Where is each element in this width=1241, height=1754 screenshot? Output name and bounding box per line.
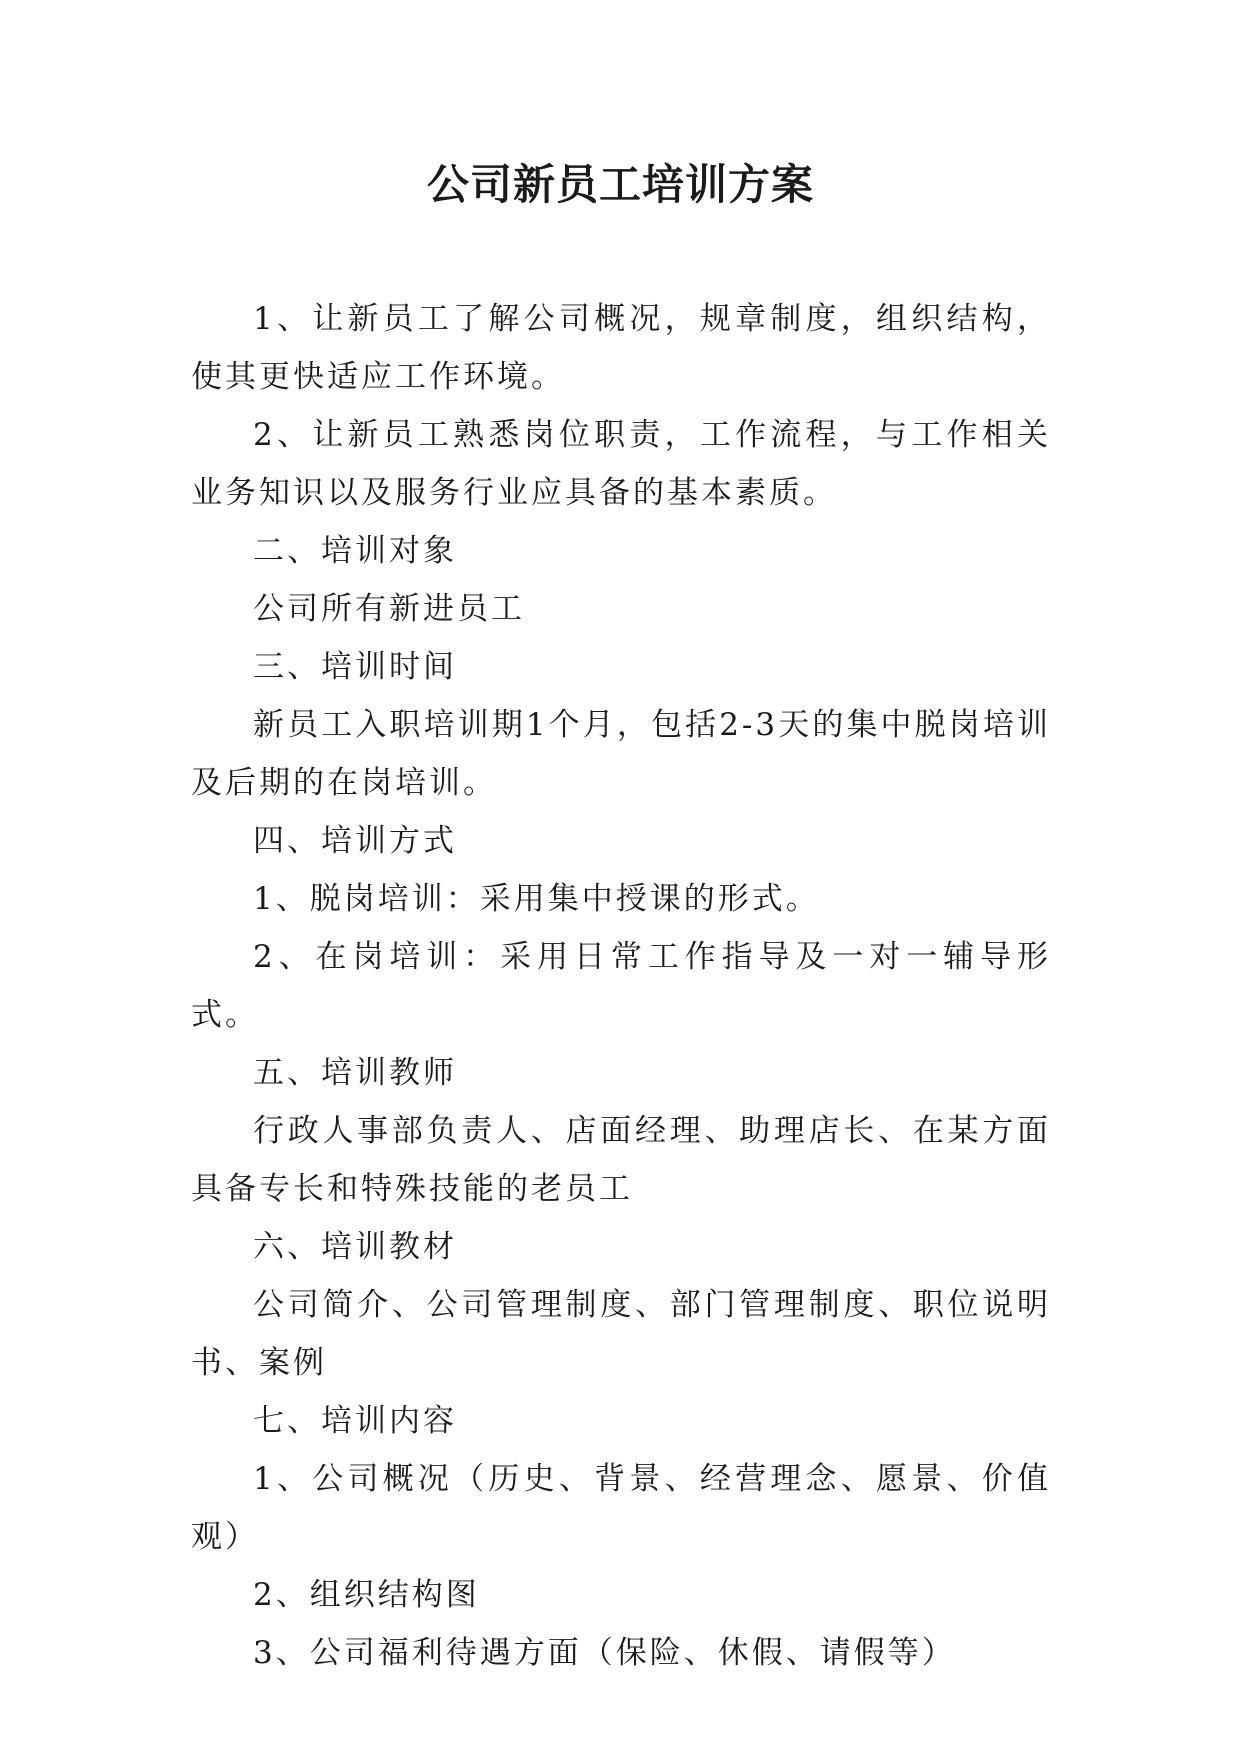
- paragraph-method-1: 1、脱岗培训：采用集中授课的形式。: [253, 881, 820, 917]
- paragraph-content-1: 1、公司概况（历史、背景、经营理念、愿景、价值观）: [191, 1461, 1051, 1555]
- paragraph-audience: 公司所有新进员工: [253, 591, 525, 627]
- paragraph-goal-1: 1、让新员工了解公司概况，规章制度，组织结构，使其更快适应工作环境。: [191, 301, 1051, 395]
- paragraph-content-2: 2、组织结构图: [253, 1577, 480, 1613]
- section-heading-teachers: 五、培训教师: [253, 1055, 457, 1091]
- document-body: [191, 290, 1051, 1682]
- section-heading-audience: 二、培训对象: [253, 533, 457, 569]
- section-heading-method: 四、培训方式: [253, 823, 457, 859]
- paragraph-teachers: 行政人事部负责人、店面经理、助理店长、在某方面具备专长和特殊技能的老员工: [191, 1113, 1051, 1207]
- section-heading-content: 七、培训内容: [253, 1403, 457, 1439]
- paragraph-time: 新员工入职培训期1个月，包括2-3天的集中脱岗培训及后期的在岗培训。: [191, 707, 1051, 801]
- paragraph-materials: 公司简介、公司管理制度、部门管理制度、职位说明书、案例: [191, 1287, 1051, 1381]
- section-heading-time: 三、培训时间: [253, 649, 457, 685]
- paragraph-method-2: 2、在岗培训：采用日常工作指导及一对一辅导形式。: [191, 939, 1051, 1033]
- paragraph-goal-2: 2、让新员工熟悉岗位职责，工作流程，与工作相关业务知识以及服务行业应具备的基本素质。: [191, 417, 1051, 511]
- paragraph-content-3: 3、公司福利待遇方面（保险、休假、请假等）: [253, 1635, 956, 1671]
- document-title: 公司新员工培训方案: [426, 160, 814, 209]
- section-heading-materials: 六、培训教材: [253, 1229, 457, 1265]
